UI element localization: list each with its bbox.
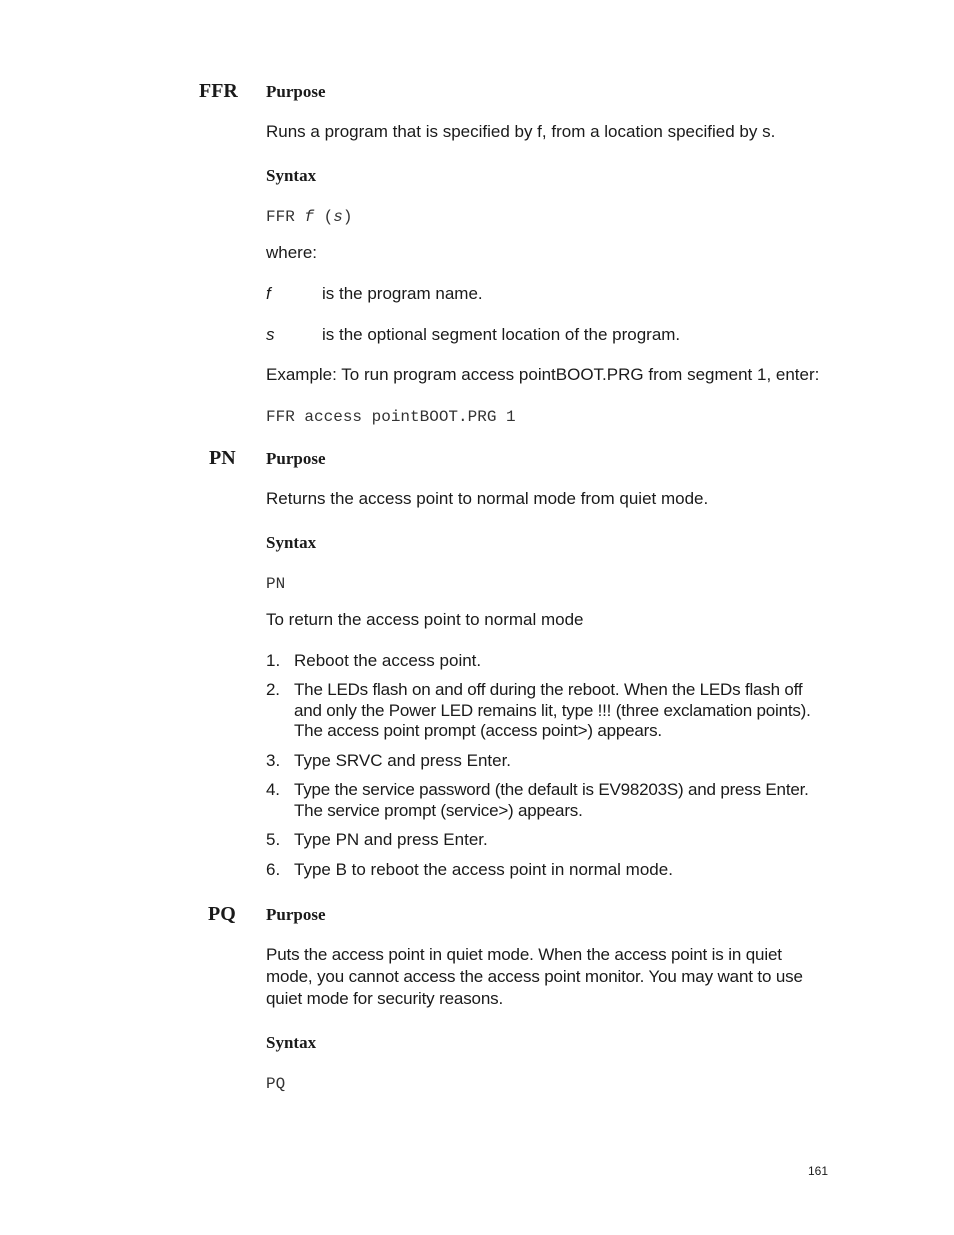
ffr-syntax-open: ( [323, 208, 334, 226]
pq-syntax-heading: Syntax [266, 1033, 317, 1052]
ffr-purpose-heading: Purpose [266, 82, 326, 101]
ffr-where-label: where: [266, 243, 318, 262]
step-number: 2. [266, 680, 280, 699]
pn-syntax-heading: Syntax [266, 533, 317, 552]
pq-purpose-text: Puts the access point in quiet mode. When the access point is in quiet mode, you cannot access the access point monitor. You may want to use quiet mode for security reasons. [266, 945, 803, 1008]
ffr-example-text: Example: To run program access pointBOOT.PRG from segment 1, enter: [266, 365, 820, 384]
ffr-syntax-f: f [304, 208, 315, 226]
ffr-purpose-text: Runs a program that is specified by f, from a location specified by s. [266, 122, 776, 141]
step-text: Type PN and press Enter. [294, 830, 488, 849]
ffr-syntax-code [266, 208, 352, 226]
param-description: is the optional segment location of the program. [322, 325, 681, 344]
step-number: 5. [266, 830, 281, 849]
step-text: Type SRVC and press Enter. [294, 751, 512, 770]
ffr-syntax-heading: Syntax [266, 166, 317, 185]
list-item [266, 680, 831, 742]
ffr-syntax-close: ) [342, 208, 353, 226]
pn-purpose-text: Returns the access point to normal mode from quiet mode. [266, 489, 709, 508]
step-number: 4. [266, 780, 280, 799]
ffr-syntax-cmd: FFR [266, 208, 295, 226]
list-item [266, 651, 831, 672]
step-text: Type the service password (the default is EV98203S) and press Enter. The service prompt (service>) appears. [294, 780, 809, 820]
step-text: Type B to reboot the access point in normal mode. [294, 860, 673, 879]
command-pq: PQ [208, 903, 236, 925]
step-number: 6. [266, 860, 281, 879]
command-ffr: FFR [199, 80, 238, 102]
step-number: 3. [266, 751, 281, 770]
step-text: Reboot the access point. [294, 651, 482, 670]
pq-purpose-heading: Purpose [266, 905, 326, 924]
page-number: 161 [808, 1164, 829, 1178]
ffr-example-code: FFR access pointBOOT.PRG 1 [266, 408, 516, 426]
step-text: The LEDs flash on and off during the reboot. When the LEDs flash off and only the Power LED remains lit, type !!! (three exclamation points). The access point prompt (access point>) appears. [294, 680, 811, 740]
pq-syntax-code: PQ [266, 1075, 286, 1093]
command-pn: PN [209, 447, 236, 469]
list-item [266, 780, 831, 821]
list-item [266, 830, 831, 851]
pn-syntax-code: PN [266, 575, 286, 593]
ffr-syntax-s: s [333, 208, 343, 226]
list-item [266, 751, 831, 772]
pn-purpose-heading: Purpose [266, 449, 326, 468]
pn-intro-text: To return the access point to normal mode [266, 610, 584, 629]
param-name: f [266, 284, 271, 303]
param-description: is the program name. [322, 284, 483, 303]
param-name: s [266, 325, 275, 344]
step-number: 1. [266, 651, 281, 670]
list-item [266, 860, 831, 881]
